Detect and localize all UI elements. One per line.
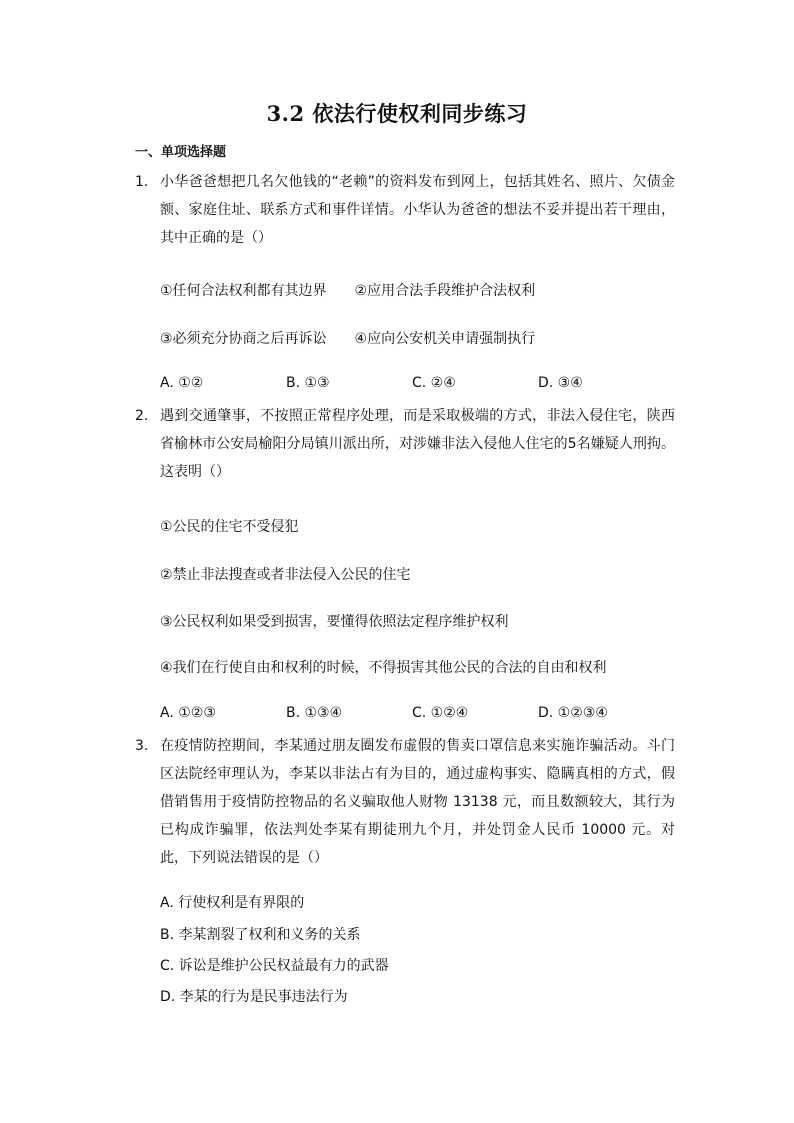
statement-line: ①任何合法权利都有其边界 ②应用合法手段维护合法权利 [160, 283, 536, 299]
question-1 [135, 168, 675, 252]
option-c[interactable]: C. ②④ [412, 375, 456, 391]
question-3 [135, 732, 675, 872]
statement-line: ④我们在行使自由和权利的时候，不得损害其他公民的合法的自由和权利 [160, 660, 607, 676]
statement-line: ③必须充分协商之后再诉讼 ④应向公安机关申请强制执行 [160, 331, 536, 347]
statement-line: ②禁止非法搜查或者非法侵入公民的住宅 [160, 567, 411, 583]
question-number: 2. [135, 408, 149, 424]
question-number: 1. [135, 174, 149, 190]
question-stem: 在疫情防控期间，李某通过朋友圈发布虚假的售卖口罩信息来实施诈骗活动。斗门区法院经审理认为，李某以非法占有为目的，通过虚构事实、隐瞒真相的方式，假借销售用于疫情防控物品的名义骗取他人财物 13138 元，而且数额较大，其行为已构成诈骗罪，依法判处李某有期徒刑九个月，并处罚金人民币 10000 元。对此，下列说法错误的是（） [160, 738, 675, 866]
option-c[interactable]: C. ①②④ [412, 705, 469, 721]
option-c[interactable]: C. 诉讼是维护公民权益最有力的武器 [160, 958, 389, 974]
option-a[interactable]: A. ①②③ [160, 705, 216, 721]
option-d[interactable]: D. 李某的行为是民事违法行为 [160, 989, 348, 1005]
option-d[interactable]: D. ①②③④ [538, 705, 608, 721]
question-2 [135, 402, 675, 486]
option-a[interactable]: A. 行使权利是有界限的 [160, 895, 305, 911]
question-stem: 小华爸爸想把几名欠他钱的“老赖”的资料发布到网上，包括其姓名、照片、欠债金额、家庭住址、联系方式和事件详情。小华认为爸爸的想法不妥并提出若干理由，其中正确的是（） [160, 174, 675, 246]
option-b[interactable]: B. ①③ [286, 375, 330, 391]
option-b[interactable]: B. ①③④ [286, 705, 343, 721]
option-d[interactable]: D. ③④ [538, 375, 583, 391]
document-title: 3.2 依法行使权利同步练习 [266, 101, 528, 126]
statement-line: ③公民权利如果受到损害，要懂得依照法定程序维护权利 [160, 614, 509, 630]
option-b[interactable]: B. 李某割裂了权利和义务的关系 [160, 927, 361, 943]
section-heading: 一、单项选择题 [135, 145, 227, 160]
option-a[interactable]: A. ①② [160, 375, 204, 391]
question-stem: 遇到交通肇事，不按照正常程序处理，而是采取极端的方式，非法入侵住宅，陕西省榆林市公安局榆阳分局镇川派出所，对涉嫌非法入侵他人住宅的5名嫌疑人刑拘。这表明（） [160, 408, 675, 480]
statement-line: ①公民的住宅不受侵犯 [160, 519, 299, 535]
question-number: 3. [135, 738, 149, 754]
